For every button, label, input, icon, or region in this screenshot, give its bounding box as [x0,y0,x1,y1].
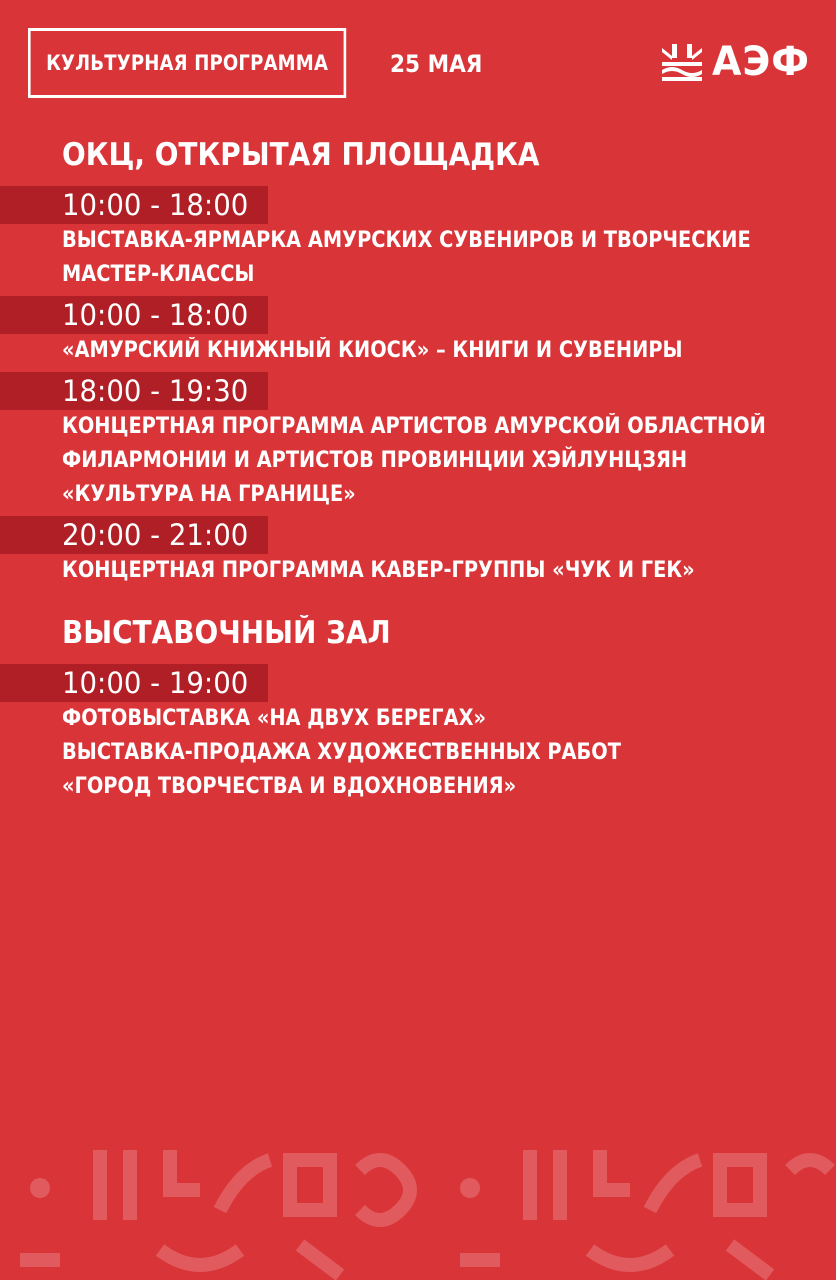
venue-title: ОКЦ, ОТКРЫТАЯ ПЛОЩАДКА [62,137,540,173]
program-tag-label: КУЛЬТУРНАЯ ПРОГРАММА [46,51,329,75]
aef-logo [660,40,815,84]
section-open-area [0,128,836,588]
event-description: «АМУРСКИЙ КНИЖНЫЙ КИОСК» – КНИГИ И СУВЕНИРЫ [62,338,683,363]
event-item [0,292,836,368]
venue-title: ВЫСТАВОЧНЫЙ ЗАЛ [62,615,391,651]
event-time: 20:00 - 21:00 [0,516,268,554]
decorative-pattern [0,1130,836,1280]
event-description: ФОТОВЫСТАВКА «НА ДВУХ БЕРЕГАХ» ВЫСТАВКА-ПРОДАЖА ХУДОЖЕСТВЕННЫХ РАБОТ «ГОРОД ТВОРЧЕСТВА И ВДОХНОВЕНИЯ» [62,706,621,799]
event-time: 18:00 - 19:30 [0,372,268,410]
event-description: КОНЦЕРТНАЯ ПРОГРАММА АРТИСТОВ АМУРСКОЙ ОБЛАСТНОЙ ФИЛАРМОНИИ И АРТИСТОВ ПРОВИНЦИИ ХЭЙЛУНЦЗЯН «КУЛЬТУРА НА ГРАНИЦЕ» [62,414,766,507]
section-exhibition-hall [0,606,836,804]
program-tag [28,28,346,98]
event-date: 25 МАЯ [390,50,483,78]
event-item [0,660,836,804]
event-time: 10:00 - 18:00 [0,186,268,224]
event-time: 10:00 - 18:00 [0,296,268,334]
logo-text: АЭФ [712,39,810,85]
event-description: ВЫСТАВКА-ЯРМАРКА АМУРСКИХ СУВЕНИРОВ И ТВОРЧЕСКИЕ МАСТЕР-КЛАССЫ [62,228,751,287]
event-item [0,368,836,512]
event-item [0,182,836,292]
event-description: КОНЦЕРТНАЯ ПРОГРАММА КАВЕР-ГРУППЫ «ЧУК И ГЕК» [62,558,695,583]
schedule [0,128,836,804]
event-item [0,512,836,588]
event-time: 10:00 - 19:00 [0,664,268,702]
aef-logo-icon [660,42,704,82]
